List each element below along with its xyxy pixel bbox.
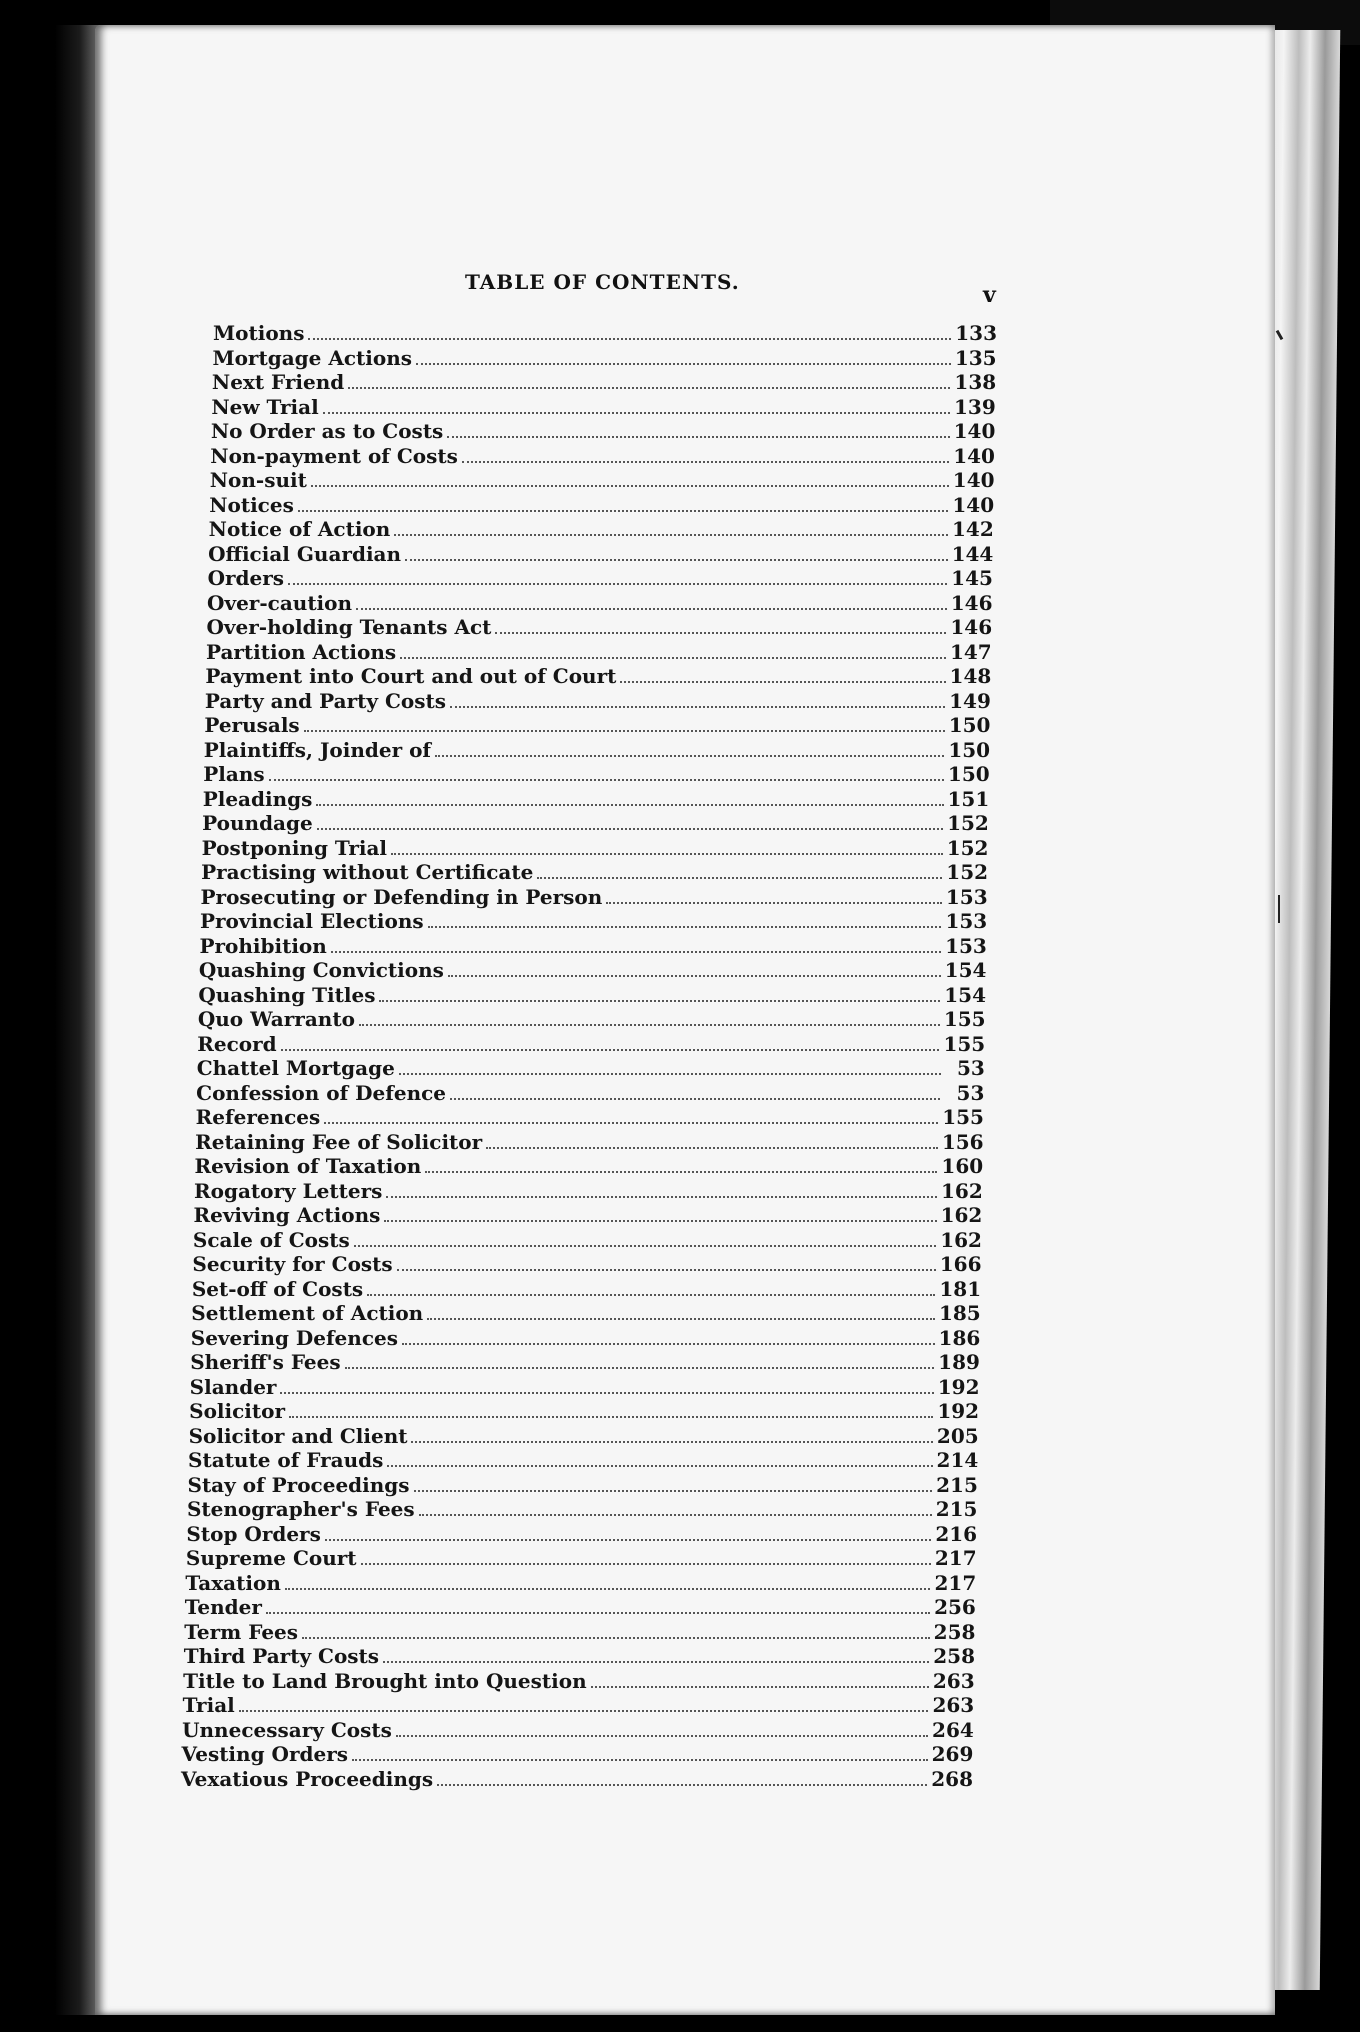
toc-entry-label: Prosecuting or Defending in Person xyxy=(200,884,603,909)
dot-leader xyxy=(416,363,951,365)
dot-leader xyxy=(356,608,947,610)
dot-leader xyxy=(402,1343,935,1345)
toc-entry-label: Next Friend xyxy=(211,370,345,395)
dot-leader xyxy=(428,926,942,928)
table-of-contents xyxy=(95,25,1275,2015)
toc-entry xyxy=(189,1424,979,1448)
dot-leader xyxy=(427,1318,935,1320)
toc-entry-label: Partition Actions xyxy=(205,639,397,664)
dot-leader xyxy=(396,1735,928,1737)
toc-entry xyxy=(202,811,989,835)
toc-entry-page: 185 xyxy=(938,1301,981,1326)
toc-entry xyxy=(198,1007,986,1031)
toc-entry xyxy=(182,1718,974,1742)
toc-entry xyxy=(205,664,991,688)
toc-entry-label: Party and Party Costs xyxy=(204,688,446,713)
toc-entry-label: Vesting Orders xyxy=(181,1742,348,1767)
toc-entry-label: Trial xyxy=(182,1693,235,1718)
toc-entry-page: 258 xyxy=(933,1619,976,1644)
dot-leader xyxy=(348,387,950,389)
dot-leader xyxy=(435,755,944,757)
dot-leader xyxy=(359,1024,940,1026)
dot-leader xyxy=(411,1441,932,1443)
toc-entry-label: Perusals xyxy=(204,713,300,738)
toc-entry xyxy=(192,1252,981,1276)
dot-leader xyxy=(269,779,944,781)
toc-entry-page: 133 xyxy=(955,321,997,345)
toc-entry xyxy=(212,370,996,394)
toc-entry-label: Record xyxy=(197,1031,277,1056)
toc-entry-page: 192 xyxy=(937,1374,980,1399)
toc-entry-page: 140 xyxy=(952,492,995,517)
toc-entry-label: Title to Land Brought into Question xyxy=(183,1668,587,1693)
toc-entry-label: Rogatory Letters xyxy=(194,1178,383,1203)
toc-entry-page: 192 xyxy=(937,1399,980,1424)
toc-entry-label: Non-payment of Costs xyxy=(210,443,458,468)
toc-entry xyxy=(210,444,995,468)
toc-entry xyxy=(190,1375,980,1399)
page-title: TABLE OF CONTENTS. xyxy=(465,270,740,294)
toc-entry-page: 150 xyxy=(948,713,991,738)
toc-entry xyxy=(205,689,991,713)
dot-leader xyxy=(379,1000,940,1002)
toc-entry xyxy=(197,1056,985,1080)
toc-entry-page: 264 xyxy=(932,1717,974,1742)
dot-leader xyxy=(397,1269,936,1271)
toc-entry-page: 215 xyxy=(936,1472,978,1497)
toc-entry xyxy=(213,321,997,345)
toc-entry-page: 181 xyxy=(939,1276,982,1301)
toc-entry-page: 149 xyxy=(949,688,991,713)
toc-entry xyxy=(191,1326,981,1350)
toc-entry-label: Mortgage Actions xyxy=(212,345,412,370)
toc-entry-page: 214 xyxy=(936,1448,979,1473)
toc-entry-label: Plans xyxy=(203,762,265,787)
toc-entry-page: 139 xyxy=(954,394,996,419)
toc-entry-label: Set-off of Costs xyxy=(191,1276,364,1301)
toc-entry-page: 150 xyxy=(948,737,991,762)
toc-entry xyxy=(184,1620,975,1644)
toc-entry-page: 53 xyxy=(956,1056,985,1081)
toc-entry-page: 142 xyxy=(951,517,994,542)
toc-entry xyxy=(203,762,989,786)
toc-entry xyxy=(203,787,990,811)
toc-entry-label: Practising without Certificate xyxy=(201,860,534,885)
toc-entry-label: References xyxy=(195,1105,321,1130)
toc-entry-page: 258 xyxy=(933,1644,976,1669)
toc-entry-page: 217 xyxy=(934,1546,977,1571)
toc-entry-page: 152 xyxy=(947,811,989,836)
toc-entry xyxy=(206,640,992,664)
toc-entry-label: Provincial Elections xyxy=(199,909,424,934)
toc-entry-page: 162 xyxy=(940,1227,982,1252)
dot-leader xyxy=(447,436,949,438)
toc-entry-label: Third Party Costs xyxy=(183,1644,380,1669)
toc-entry xyxy=(182,1742,974,1766)
dot-leader xyxy=(280,1392,933,1394)
dot-leader xyxy=(304,730,945,732)
toc-entry-label: Orders xyxy=(207,566,285,591)
toc-entry xyxy=(188,1448,978,1472)
dot-leader xyxy=(367,1294,935,1296)
toc-entry xyxy=(193,1228,982,1252)
dot-leader xyxy=(384,1220,936,1222)
dot-leader xyxy=(394,534,948,536)
toc-entry-page: 146 xyxy=(950,590,993,615)
toc-entry-label: Tender xyxy=(184,1595,262,1620)
toc-entry-label: Solicitor xyxy=(189,1399,285,1424)
dot-leader xyxy=(352,1759,928,1761)
toc-entry-page: 154 xyxy=(944,982,986,1007)
toc-entry xyxy=(201,885,988,909)
page-number: v xyxy=(983,282,997,308)
toc-entry-label: Revision of Taxation xyxy=(194,1154,422,1179)
toc-entry xyxy=(185,1571,976,1595)
dot-leader xyxy=(298,510,949,512)
toc-entry xyxy=(202,836,989,860)
dot-leader xyxy=(537,877,942,879)
toc-entry-page: 205 xyxy=(936,1423,979,1448)
toc-entry xyxy=(197,1032,985,1056)
dot-leader xyxy=(302,1637,930,1639)
toc-entry xyxy=(191,1301,980,1325)
dot-leader xyxy=(591,1686,929,1688)
dot-leader xyxy=(383,1661,929,1663)
dot-leader xyxy=(285,1588,931,1590)
toc-entry xyxy=(194,1179,983,1203)
toc-entry-page: 153 xyxy=(945,909,988,934)
toc-entry-page: 256 xyxy=(934,1595,976,1620)
dot-leader xyxy=(325,1539,931,1541)
toc-entry-page: 147 xyxy=(949,639,992,664)
dot-leader xyxy=(311,485,949,487)
toc-entry-page: 140 xyxy=(953,419,996,444)
dot-leader xyxy=(620,681,945,683)
toc-entry-label: Taxation xyxy=(185,1570,281,1595)
dot-leader xyxy=(462,461,949,463)
toc-entry-page: 140 xyxy=(952,468,995,493)
dot-leader xyxy=(324,1122,938,1124)
toc-entry xyxy=(204,738,990,762)
dot-leader xyxy=(450,706,945,708)
toc-entry xyxy=(200,909,987,933)
dot-leader xyxy=(400,657,946,659)
toc-entry-page: 162 xyxy=(940,1203,983,1228)
toc-entry-label: Stay of Proceedings xyxy=(187,1472,410,1497)
dot-leader xyxy=(317,828,943,830)
toc-entry-page: 135 xyxy=(954,345,997,370)
toc-entry xyxy=(181,1767,973,1791)
toc-entry-label: Poundage xyxy=(202,811,313,836)
dot-leader xyxy=(345,1367,935,1369)
toc-entry-label: Quo Warranto xyxy=(197,1007,355,1032)
toc-entry-page: 155 xyxy=(943,1031,986,1056)
dot-leader xyxy=(266,1612,930,1614)
toc-entry-page: 186 xyxy=(938,1325,981,1350)
toc-entry-page: 215 xyxy=(935,1497,978,1522)
toc-entry-label: Vexatious Proceedings xyxy=(181,1767,434,1791)
toc-entry-label: Non-suit xyxy=(209,468,307,493)
dot-leader xyxy=(387,1465,932,1467)
toc-entry-label: Chattel Mortgage xyxy=(196,1056,395,1081)
toc-entry-label: Severing Defences xyxy=(190,1325,398,1350)
toc-entry xyxy=(186,1522,977,1546)
toc-entry xyxy=(211,419,996,443)
toc-entry xyxy=(211,395,995,419)
toc-entry-label: Motions xyxy=(213,321,305,345)
toc-entry-label: Over-holding Tenants Act xyxy=(206,615,492,640)
toc-entry-page: 189 xyxy=(938,1350,980,1375)
toc-entry-page: 152 xyxy=(946,860,989,885)
toc-entry xyxy=(189,1399,979,1423)
toc-entry-page: 153 xyxy=(945,884,988,909)
toc-entry-page: 138 xyxy=(954,370,997,395)
toc-entry xyxy=(208,566,993,590)
dot-leader xyxy=(289,1416,933,1418)
toc-entry-page: 144 xyxy=(951,541,994,566)
dot-leader xyxy=(323,412,950,414)
toc-entry xyxy=(212,346,996,370)
toc-entry xyxy=(190,1350,980,1374)
toc-entry-label: Notice of Action xyxy=(208,517,391,542)
toc-entry xyxy=(196,1105,984,1129)
toc-entry-page: 166 xyxy=(939,1252,982,1277)
toc-entry xyxy=(199,958,987,982)
toc-entry-page: 156 xyxy=(941,1129,984,1154)
toc-entry xyxy=(188,1473,978,1497)
dot-leader xyxy=(391,853,943,855)
dot-leader xyxy=(331,951,941,953)
toc-entry-label: Pleadings xyxy=(202,786,313,811)
toc-entry xyxy=(199,934,986,958)
dot-leader xyxy=(386,1196,937,1198)
toc-entry-label: Prohibition xyxy=(199,933,327,958)
toc-entry-label: Scale of Costs xyxy=(192,1227,350,1252)
dot-leader xyxy=(448,975,941,977)
toc-entry xyxy=(207,591,992,615)
toc-entry-label: Slander xyxy=(189,1374,277,1399)
toc-entry xyxy=(210,468,995,492)
toc-entry-label: No Order as to Costs xyxy=(210,419,444,444)
dot-leader xyxy=(606,902,942,904)
toc-entry-label: Statute of Frauds xyxy=(188,1448,384,1473)
toc-entry-page: 263 xyxy=(932,1693,975,1718)
toc-entry xyxy=(195,1130,983,1154)
toc-entry-page: 150 xyxy=(947,762,990,787)
toc-entry-label: Notices xyxy=(209,492,294,517)
toc-entry xyxy=(185,1595,976,1619)
toc-entry-page: 151 xyxy=(947,786,990,811)
toc-entry-label: Retaining Fee of Solicitor xyxy=(195,1129,483,1154)
toc-entry-page: 146 xyxy=(950,615,993,640)
dot-leader xyxy=(354,1245,936,1247)
toc-entry-label: Supreme Court xyxy=(185,1546,357,1571)
toc-entry-page: 155 xyxy=(942,1105,984,1130)
toc-entry xyxy=(204,713,990,737)
toc-entry-page: 269 xyxy=(931,1742,974,1767)
toc-entry xyxy=(196,1081,984,1105)
toc-entry xyxy=(209,517,994,541)
toc-entry-label: Settlement of Action xyxy=(191,1301,424,1326)
toc-entry xyxy=(183,1693,975,1717)
toc-entry-page: 152 xyxy=(946,835,989,860)
toc-entry-page: 268 xyxy=(931,1767,973,1791)
toc-entry-page: 155 xyxy=(943,1007,986,1032)
toc-entry-label: Sheriff's Fees xyxy=(190,1350,341,1375)
dot-leader xyxy=(316,804,943,806)
toc-entry xyxy=(201,860,988,884)
toc-entry-page: 153 xyxy=(945,933,987,958)
dot-leader xyxy=(281,1049,940,1051)
toc-entry xyxy=(206,615,992,639)
toc-entry xyxy=(208,542,993,566)
toc-entry xyxy=(195,1154,984,1178)
toc-entry xyxy=(192,1277,981,1301)
dot-leader xyxy=(414,1490,933,1492)
dot-leader xyxy=(405,559,948,561)
toc-entry-page: 217 xyxy=(934,1570,977,1595)
dot-leader xyxy=(437,1784,927,1786)
toc-entry xyxy=(183,1669,974,1693)
toc-entry-page: 162 xyxy=(941,1178,983,1203)
toc-entry xyxy=(193,1203,982,1227)
dot-leader xyxy=(399,1073,941,1075)
toc-entry-label: Solicitor and Client xyxy=(188,1423,408,1448)
toc-entry-label: Postponing Trial xyxy=(201,835,388,860)
toc-entry xyxy=(187,1497,978,1521)
toc-entry-label: Stop Orders xyxy=(186,1521,321,1546)
toc-entry-label: Security for Costs xyxy=(192,1252,393,1277)
toc-entry-label: Quashing Titles xyxy=(198,982,376,1007)
toc-entry xyxy=(186,1546,977,1570)
toc-entry-page: 154 xyxy=(944,958,987,983)
toc-entry xyxy=(184,1644,975,1668)
toc-entry-page: 216 xyxy=(935,1521,978,1546)
toc-entry xyxy=(198,983,986,1007)
dot-leader xyxy=(495,632,946,634)
toc-entry-label: Quashing Convictions xyxy=(198,958,444,983)
dot-leader xyxy=(308,338,951,340)
toc-entry-label: Confession of Defence xyxy=(196,1080,447,1105)
dot-leader xyxy=(419,1514,932,1516)
toc-entry xyxy=(209,493,994,517)
toc-entry-page: 160 xyxy=(941,1154,984,1179)
toc-entry-label: Plaintiffs, Joinder of xyxy=(203,737,432,762)
toc-entry-label: Payment into Court and out of Court xyxy=(205,664,617,689)
toc-entry-label: New Trial xyxy=(211,394,319,419)
toc-entry-page: 145 xyxy=(951,566,993,591)
book-page xyxy=(95,25,1275,2015)
toc-entry-label: Over-caution xyxy=(207,590,353,615)
toc-entry-page: 53 xyxy=(956,1080,985,1105)
toc-entry-label: Unnecessary Costs xyxy=(182,1717,392,1742)
dot-leader xyxy=(288,583,947,585)
toc-entry-label: Term Fees xyxy=(184,1619,299,1644)
toc-entry-label: Reviving Actions xyxy=(193,1203,381,1228)
dot-leader xyxy=(425,1171,937,1173)
toc-entry-page: 140 xyxy=(953,443,995,468)
toc-entry-label: Official Guardian xyxy=(208,541,402,566)
dot-leader xyxy=(361,1563,931,1565)
dot-leader xyxy=(239,1710,929,1712)
toc-entry-label: Stenographer's Fees xyxy=(186,1497,415,1522)
toc-entry-page: 263 xyxy=(932,1668,975,1693)
dot-leader xyxy=(486,1147,938,1149)
toc-entry-page: 148 xyxy=(949,664,992,689)
margin-mark xyxy=(1278,895,1280,923)
dot-leader xyxy=(450,1098,940,1100)
